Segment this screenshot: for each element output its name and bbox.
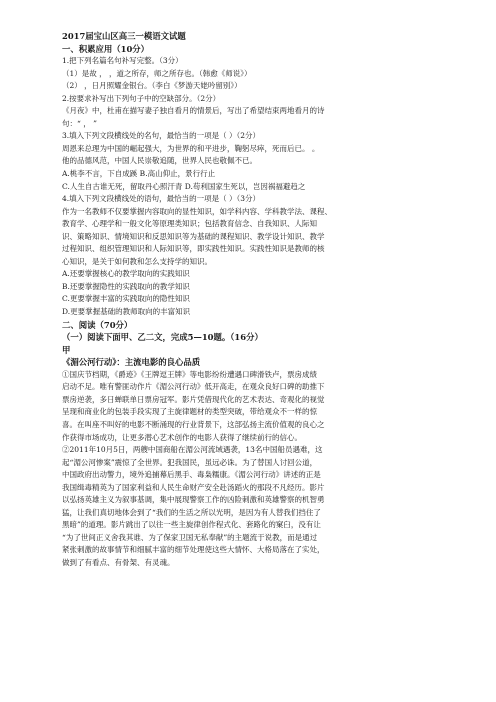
text-line: ②2011年10月5日，两艘中国商船在湄公河流域遇袭，13名中国船员遇难，这 bbox=[62, 445, 323, 455]
text-line: 2.按要求补写出下列句子中的空缺部分。（2分） bbox=[62, 93, 221, 103]
text-line: 中国政府出动警力，境外追捕幕后黑手、毒枭糯康。《湄公河行动》讲述的正是 bbox=[62, 470, 321, 480]
document-title: 2017届宝山区高三一模语文试题 bbox=[62, 31, 186, 41]
text-line: 1.把下列名篇名句补写完整。（3分） bbox=[62, 56, 183, 66]
text-line: （1）是故 ， ，道之所存，师之所存也。（韩愈《师说》） bbox=[62, 68, 252, 78]
text-line: 3.填入下列文段横线处的名句，最恰当的一项是（ ）（2分） bbox=[62, 131, 261, 141]
text-line: A.还要掌握核心的教学取向的实践知识 bbox=[62, 269, 190, 279]
text-line: 《月夜》中，杜甫在描写妻子独自看月的情景后，写出了希望结束两地看月的诗 bbox=[62, 106, 325, 116]
document-lines bbox=[62, 43, 440, 570]
text-line: 喜。在叫座不叫好的电影不断涌现的行业背景下，这部弘扬主流价值观的良心之 bbox=[62, 419, 325, 429]
text-line: 识、策略知识、情境知识和反思知识等为基础的课程知识、教学设计知识、教学 bbox=[62, 231, 325, 241]
text-line: “为了世间正义舍我其谁、为了保家卫国无私奉献”的主题流于说教，而是通过 bbox=[62, 532, 318, 542]
text-line: 启动不足。唯有警匪动作片《湄公河行动》低开高走，在观众良好口碑的助推下 bbox=[62, 382, 325, 392]
text-line: D.更要掌握基础的教师取向的丰富知识 bbox=[62, 307, 191, 317]
text-line: 紧张刺激的故事情节和细腻丰富的细节处理使这些大情怀、大格局落在了实处， bbox=[62, 545, 325, 555]
text-line: 做到了有看点、有骨架、有灵魂。 bbox=[62, 557, 175, 567]
document-body bbox=[62, 30, 440, 570]
section-heading: （一）阅读下面甲、乙二文，完成5—10题。（16分） bbox=[62, 332, 263, 343]
text-line: 句：“ ， ” bbox=[62, 118, 97, 128]
text-line: 4.填入下列文段横线处的语句，最恰当的一项是（ ）（3分） bbox=[62, 194, 261, 204]
text-line: 他的品德风范，中国人民崇敬追随，世界人民也敬佩不已。 bbox=[62, 156, 257, 166]
text-line: 起“湄公河惨案”震惊了全世界。犯我国民，虽远必诛。为了替国人讨回公道， bbox=[62, 457, 318, 467]
text-line: 呈现和商业化的包装手段实现了主旋律题材的类型突破，带给观众不一样的惊 bbox=[62, 407, 317, 417]
text-line: B.还要掌握隐性的实践取向的教学知识 bbox=[62, 281, 190, 291]
text-line: 以弘扬英雄主义为叙事基调，集中展现警察工作的凶险刺激和英雄警察的机智勇 bbox=[62, 495, 325, 505]
text-line: 猛，让我们真切地体会到了“我们的生活之所以光明，是因为有人替我们挡住了 bbox=[62, 507, 321, 517]
text-line: 票房逆袭，多日蝉联单日票房冠军。影片凭借现代化的艺术表达、奇观化的视觉 bbox=[62, 394, 325, 404]
text-line: 作获得市场成功，让更多潜心艺术创作的电影人获得了继续前行的信心。 bbox=[62, 432, 302, 442]
text-line: C.更要掌握丰富的实践取向的隐性知识 bbox=[62, 294, 190, 304]
text-line: 我国缉毒精英为了国家利益和人民生命财产安全赴汤蹈火的那段不凡经历。影片 bbox=[62, 482, 325, 492]
text-line: 周恩来总理为中国的崛起强大，为世界的和平进步，鞠躬尽瘁，死而后已。 。 bbox=[62, 143, 320, 153]
text-line: 心知识，是关于如何教和怎么支持学的知识。 bbox=[62, 256, 212, 266]
section-heading: 一、积累应用（10分） bbox=[62, 43, 150, 54]
text-line: 教育学、心理学和一般文化等原理类知识；包括教育信念、自我知识、人际知 bbox=[62, 219, 317, 229]
section-heading: 《湄公河行动》：主流电影的良心品质 bbox=[62, 357, 201, 368]
section-heading: 二、阅读（70分） bbox=[62, 319, 133, 330]
text-line: 作为一名教师不仅要掌握内容取向的显性知识，如学科内容、学科教学法、课程、 bbox=[62, 206, 332, 216]
text-line: 黑暗”的道理。影片跳出了以往一些主旋律创作程式化、套路化的窠臼，没有让 bbox=[62, 520, 321, 530]
text-line: A.桃李不言，下自成蹊 B.高山仰止，景行行止 bbox=[62, 169, 216, 179]
text-line: 过程知识、组织管理知识和人际知识等，即实践性知识。实践性知识是教师的核 bbox=[62, 244, 325, 254]
text-line: ①国庆节档期，《爵迹》《王牌逗王牌》等电影纷纷遭遇口碑滑铁卢，票房成绩 bbox=[62, 369, 317, 379]
text-line: （2） ，日月照耀金银台。（李白《梦游天姥吟留别》） bbox=[62, 81, 242, 91]
section-heading: 甲 bbox=[62, 344, 71, 355]
text-line: C.人生自古谁无死，留取丹心照汗青 D.苟利国家生死以，岂因祸福避趋之 bbox=[62, 181, 306, 191]
